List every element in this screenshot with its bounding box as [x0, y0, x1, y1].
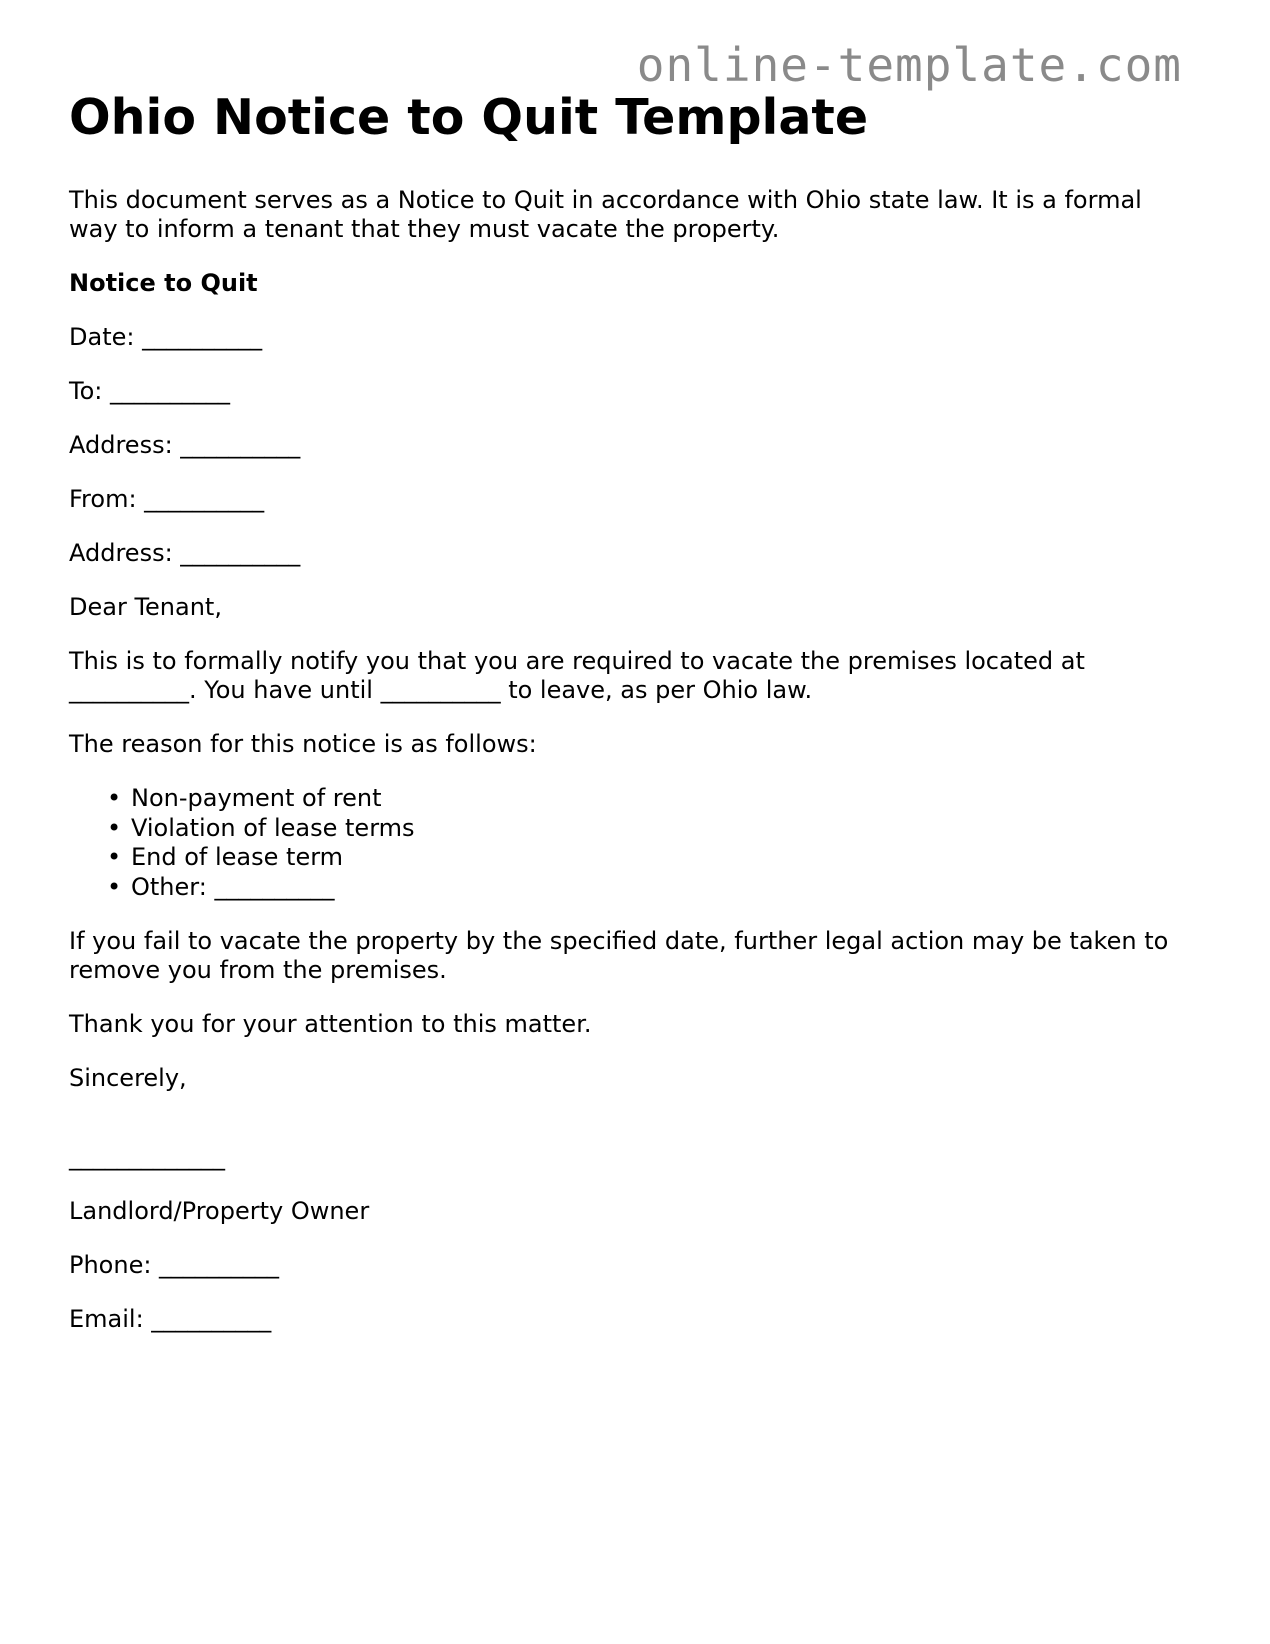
intro-paragraph: This document serves as a Notice to Quit in accordance with Ohio state law. It is a formal way to inform a tenant that they must vacate the property.: [69, 186, 1142, 243]
document-page: [69, 88, 1189, 1359]
bullet-icon: •: [107, 813, 122, 842]
from-address-field: Address: __________: [69, 539, 301, 567]
reasons-list: [69, 784, 1189, 902]
list-item: [107, 872, 1189, 903]
signer-role: Landlord/Property Owner: [69, 1197, 370, 1225]
reason-intro: The reason for this notice is as follows:: [69, 730, 537, 758]
from-field: From: __________: [69, 485, 265, 513]
reason-text: Violation of lease terms: [131, 813, 415, 842]
reason-text: Non-payment of rent: [131, 784, 382, 812]
reason-text: End of lease term: [131, 843, 344, 871]
email-field: Email: __________: [69, 1305, 272, 1333]
phone-field: Phone: __________: [69, 1251, 280, 1279]
section-heading: Notice to Quit: [69, 269, 258, 297]
document-title: Ohio Notice to Quit Template: [69, 89, 869, 146]
warning-paragraph: If you fail to vacate the property by the specified date, further legal action may be taken to remove you from the premises.: [69, 927, 1169, 984]
reason-text: Other: __________: [131, 872, 335, 901]
bullet-icon: •: [107, 843, 122, 871]
list-item: [107, 784, 1189, 814]
list-item: [107, 843, 1189, 873]
list-item: [107, 813, 1189, 844]
date-field: Date: __________: [69, 323, 263, 351]
watermark: online-template.com: [636, 38, 1182, 92]
signature-line: _____________: [69, 1143, 225, 1171]
bullet-icon: •: [107, 784, 122, 812]
bullet-icon: •: [107, 872, 122, 901]
closing: Sincerely,: [69, 1064, 187, 1092]
salutation: Dear Tenant,: [69, 593, 222, 621]
to-field: To: __________: [69, 377, 230, 405]
to-address-field: Address: __________: [69, 431, 301, 459]
thanks-line: Thank you for your attention to this matter.: [69, 1010, 592, 1038]
notice-paragraph: This is to formally notify you that you are required to vacate the premises located at __________. You have until __________ to leave, as per Ohio law.: [69, 647, 1085, 704]
